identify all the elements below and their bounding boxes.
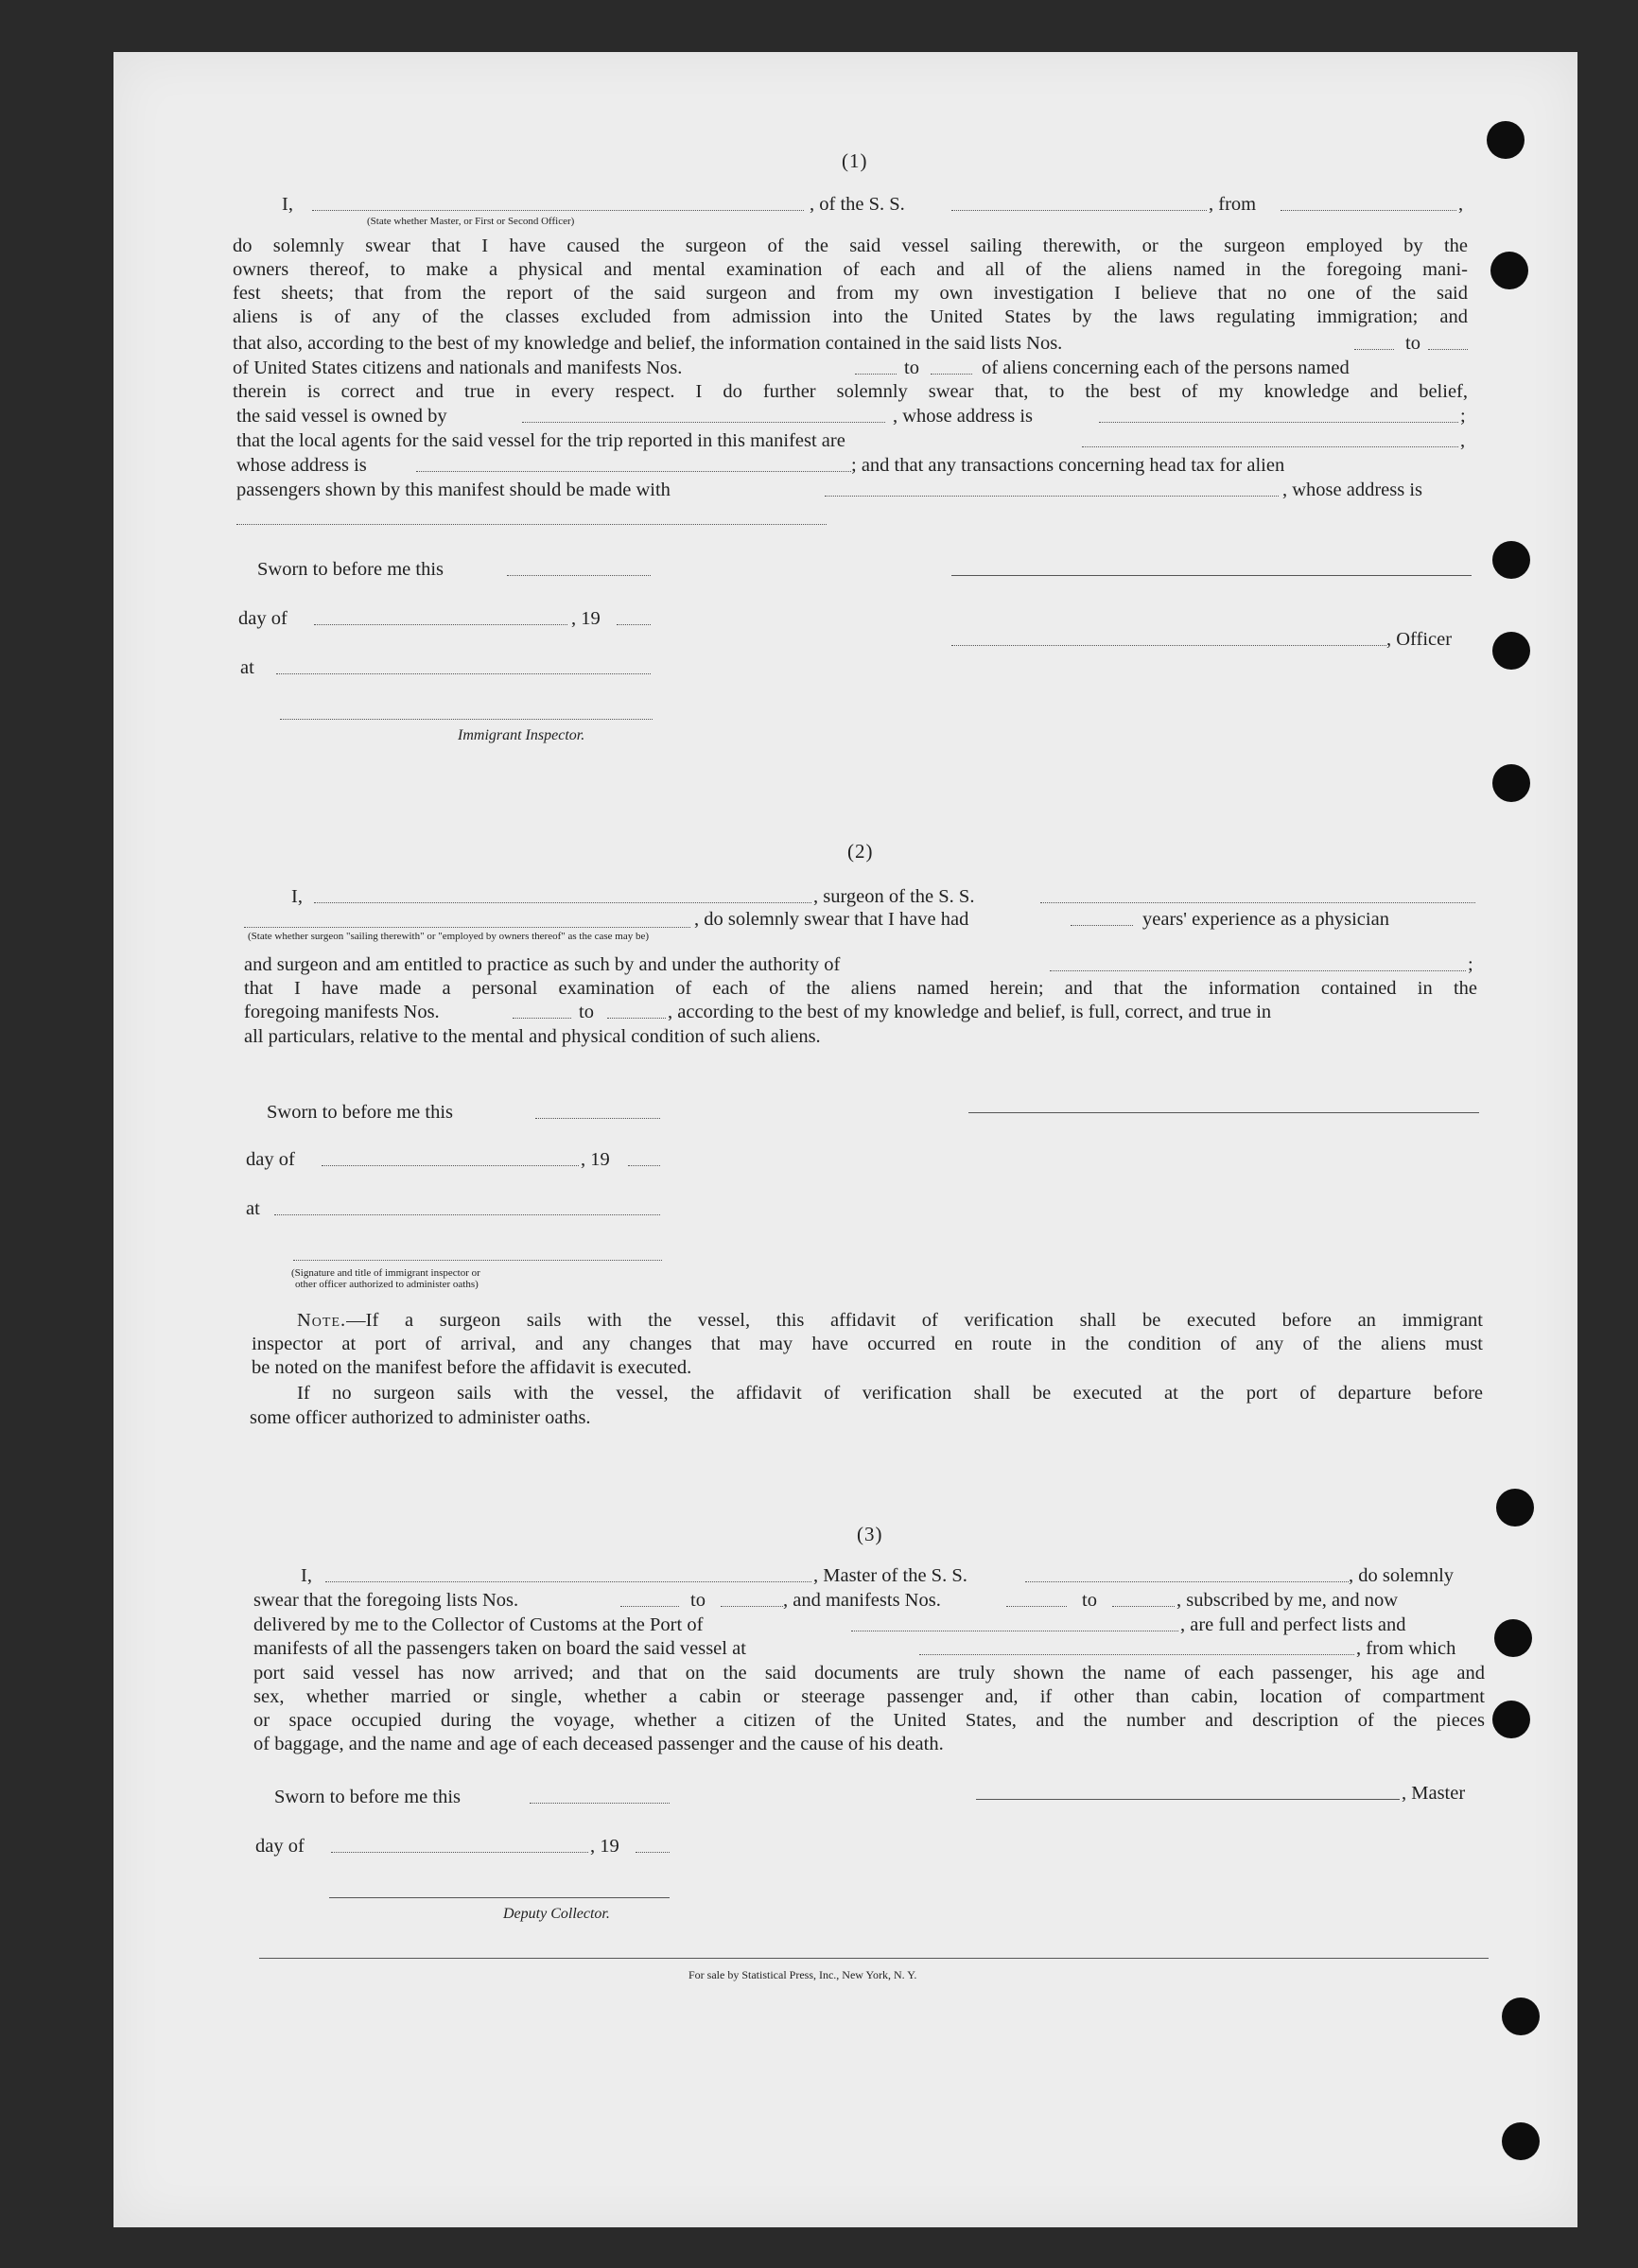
s3-line-1a: I, (301, 1565, 312, 1586)
s3-lists-from-blank[interactable] (620, 1606, 679, 1607)
s1-line-6b: to (904, 358, 919, 378)
s3-lists-to-blank[interactable] (721, 1606, 783, 1607)
s1-at: at (240, 657, 254, 678)
officer-signature-line-2[interactable] (951, 645, 1386, 646)
s1-line-11b: , whose address is (1282, 480, 1423, 500)
s1-year-blank[interactable] (617, 624, 651, 625)
s3-year-blank[interactable] (636, 1852, 670, 1853)
lists-from-blank[interactable] (1354, 349, 1394, 350)
practice-authority-blank[interactable] (1050, 970, 1466, 971)
boarding-port-blank[interactable] (919, 1654, 1354, 1655)
manifests-to-blank[interactable] (931, 374, 972, 375)
s3-line-1c: , do solemnly (1349, 1565, 1455, 1586)
s3-body-line-6: sex, whether married or single, whether a cabin or steerage passenger and, if other than cabin, location of compartment (253, 1686, 1485, 1707)
inspector-signature-line[interactable] (280, 719, 653, 720)
binder-hole (1496, 1489, 1534, 1527)
s1-body-line-2: owners thereof, to make a physical and mental examination of each and all of the aliens named in the foregoing mani- (233, 259, 1468, 280)
s1-line-8a: the said vessel is owned by (236, 406, 447, 427)
s2-line-6: all particulars, relative to the mental and physical condition of such aliens. (244, 1026, 821, 1047)
binder-hole (1492, 541, 1530, 579)
s2-line-1a: I, (291, 886, 303, 907)
s3-day-of: day of (255, 1836, 305, 1857)
section-2-number: (2) (847, 840, 874, 863)
s2-line-1b: , surgeon of the S. S. (813, 886, 975, 907)
s3-manifests-to-blank[interactable] (1112, 1606, 1175, 1607)
footer-rule (259, 1958, 1489, 1959)
from-port-blank[interactable] (1281, 210, 1456, 211)
owner-blank[interactable] (522, 422, 885, 423)
s1-line-8c: ; (1460, 406, 1466, 427)
s1-day-of: day of (238, 608, 288, 629)
s3-vessel-blank[interactable] (1025, 1581, 1349, 1582)
s3-manifests-from-blank[interactable] (1006, 1606, 1067, 1607)
s1-line-6a: of United States citizens and nationals and manifests Nos. (233, 358, 683, 378)
s1-body-line-1: do solemnly swear that I have caused the surgeon of the said vessel sailing therewith, or the surgeon employed by the (233, 236, 1468, 256)
vessel-name-blank[interactable] (951, 210, 1207, 211)
surgeon-status-blank[interactable] (244, 927, 690, 928)
sig-hint-2: other officer authorized to administer oaths) (295, 1279, 479, 1290)
s3-line-2d: to (1082, 1590, 1097, 1611)
binder-hole (1487, 121, 1525, 159)
s2-line-3b: ; (1468, 954, 1473, 975)
comma: , (1458, 194, 1464, 215)
binder-hole (1492, 1701, 1530, 1738)
binder-hole (1502, 2122, 1540, 2160)
master-signature-line[interactable] (976, 1799, 1400, 1800)
s3-year: , 19 (590, 1836, 619, 1857)
of-ss-label: , of the S. S. (810, 194, 905, 215)
s1-year: , 19 (571, 608, 601, 629)
binder-hole (1494, 1619, 1532, 1657)
s1-sworn-blank[interactable] (507, 575, 651, 576)
binder-hole (1492, 764, 1530, 802)
from-label: , from (1209, 194, 1257, 215)
s3-body-line-7: or space occupied during the voyage, whether a citizen of the United States, and the number and description of the pieces (253, 1710, 1485, 1731)
note-line-3: be noted on the manifest before the affidavit is executed. (252, 1357, 692, 1378)
s2-sworn-blank[interactable] (535, 1118, 660, 1119)
s1-line-5b: to (1405, 333, 1420, 354)
s1-at-blank[interactable] (276, 673, 651, 674)
officer-signature-line-1[interactable] (951, 575, 1472, 576)
s2-year-blank[interactable] (628, 1165, 660, 1166)
note-line-1: Note.—If a surgeon sails with the vessel, this affidavit of verification shall be executed before an immigrant (297, 1310, 1483, 1331)
manifests-from-blank[interactable] (855, 374, 897, 375)
s1-body-line-3: fest sheets; that from the report of the said surgeon and from my own investigation I believe that no one of the said (233, 283, 1468, 304)
section-3-number: (3) (857, 1523, 883, 1545)
note-line-4: If no surgeon sails with the vessel, the affidavit of verification shall be executed at the port of departure before (297, 1383, 1483, 1404)
s3-sworn-blank[interactable] (530, 1803, 670, 1804)
s1-line-11a: passengers shown by this manifest should be made with (236, 480, 671, 500)
binder-hole (1490, 252, 1528, 289)
s1-body-line-4: aliens is of any of the classes excluded from admission into the United States by the laws regulating immigration; and (233, 306, 1468, 327)
collector-signature-line[interactable] (329, 1897, 670, 1898)
s2-line-3a: and surgeon and am entitled to practice as such by and under the authority of (244, 954, 841, 975)
note-line-5: some officer authorized to administer oaths. (250, 1407, 591, 1428)
s1-line-9a: that the local agents for the said vessel for the trip reported in this manifest are (236, 430, 845, 451)
sig-hint-1: (Signature and title of immigrant inspector or (291, 1267, 480, 1279)
s3-line-1b: , Master of the S. S. (813, 1565, 967, 1586)
s3-line-4a: manifests of all the passengers taken on board the said vessel at (253, 1638, 746, 1659)
s2-line-2a: , do solemnly swear that I have had (694, 909, 969, 930)
s3-line-2a: swear that the foregoing lists Nos. (253, 1590, 519, 1611)
s2-line-5b: to (579, 1002, 594, 1022)
owner-address-blank[interactable] (1099, 422, 1458, 423)
s3-line-2e: , subscribed by me, and now (1176, 1590, 1398, 1611)
s1-line-6c: of aliens concerning each of the persons named (982, 358, 1350, 378)
s3-line-2c: , and manifests Nos. (783, 1590, 941, 1611)
s1-body-line-7: therein is correct and true in every respect. I do further solemnly swear that, to the best of my knowledge and belief, (233, 381, 1468, 402)
lists-to-blank[interactable] (1428, 349, 1468, 350)
section-1-number: (1) (842, 149, 868, 172)
agents-address-blank[interactable] (416, 471, 851, 472)
surgeon-signature-line[interactable] (968, 1112, 1479, 1113)
s2-signature-line[interactable] (293, 1260, 662, 1261)
s3-sworn: Sworn to before me this (274, 1787, 461, 1807)
s2-body-line-4: that I have made a personal examination of each of the aliens named herein; and that the information contained in the (244, 978, 1477, 999)
s2-line-2b: years' experience as a physician (1142, 909, 1389, 930)
head-tax-party-blank[interactable] (825, 496, 1279, 497)
s2-line-5a: foregoing manifests Nos. (244, 1002, 440, 1022)
s3-line-3b: , are full and perfect lists and (1180, 1614, 1406, 1635)
s1-line-5a: that also, according to the best of my knowledge and belief, the information contained in the said lists Nos. (233, 333, 1063, 354)
master-label: , Master (1402, 1783, 1466, 1804)
surgeon-name-blank[interactable] (314, 902, 811, 903)
state-officer-hint: (State whether Master, or First or Second Officer) (367, 216, 575, 227)
s1-day-blank[interactable] (314, 624, 567, 625)
s2-manifests-to-blank[interactable] (607, 1018, 666, 1019)
s3-body-line-5: port said vessel has now arrived; and that on the said documents are truly shown the name of each passenger, his age and (253, 1663, 1485, 1684)
binder-hole (1492, 632, 1530, 670)
s1-line-10a: whose address is (236, 455, 367, 476)
s2-vessel-blank[interactable] (1040, 902, 1475, 903)
s1-line-10b: ; and that any transactions concerning head tax for alien (851, 455, 1285, 476)
s2-manifests-from-blank[interactable] (513, 1018, 571, 1019)
head-tax-address-blank[interactable] (236, 524, 827, 525)
s3-line-2b: to (690, 1590, 706, 1611)
printer-imprint: For sale by Statistical Press, Inc., New York, N. Y. (688, 1968, 917, 1981)
years-experience-blank[interactable] (1071, 925, 1133, 926)
s1-line-1: I, (282, 194, 293, 215)
s2-line-5c: , according to the best of my knowledge and belief, is full, correct, and true in (668, 1002, 1272, 1022)
s3-line-3a: delivered by me to the Collector of Customs at the Port of (253, 1614, 704, 1635)
s2-day-of: day of (246, 1149, 295, 1170)
s2-day-blank[interactable] (322, 1165, 579, 1166)
s3-line-4b: , from which (1356, 1638, 1456, 1659)
s1-sworn: Sworn to before me this (257, 559, 444, 580)
deputy-collector-label: Deputy Collector. (503, 1906, 610, 1922)
officer-label: , Officer (1386, 629, 1453, 650)
immigrant-inspector-label: Immigrant Inspector. (458, 727, 585, 743)
s3-day-blank[interactable] (331, 1852, 588, 1853)
s2-year: , 19 (581, 1149, 610, 1170)
s3-body-line-8: of baggage, and the name and age of each deceased passenger and the cause of his death. (253, 1734, 944, 1754)
s1-line-8b: , whose address is (893, 406, 1034, 427)
s1-line-9b: , (1460, 430, 1466, 451)
s2-at-blank[interactable] (274, 1214, 660, 1215)
surgeon-status-hint: (State whether surgeon "sailing therewith" or "employed by owners thereof" as the case may be) (248, 931, 650, 942)
s2-sworn: Sworn to before me this (267, 1102, 453, 1123)
local-agents-blank[interactable] (1082, 446, 1458, 447)
binder-hole (1502, 1998, 1540, 2035)
s3-master-blank[interactable] (325, 1581, 811, 1582)
note-line-2: inspector at port of arrival, and any changes that may have occurred en route in the condition of any of the aliens must (252, 1334, 1483, 1354)
s2-at: at (246, 1198, 260, 1219)
master-name-blank[interactable] (312, 210, 804, 211)
